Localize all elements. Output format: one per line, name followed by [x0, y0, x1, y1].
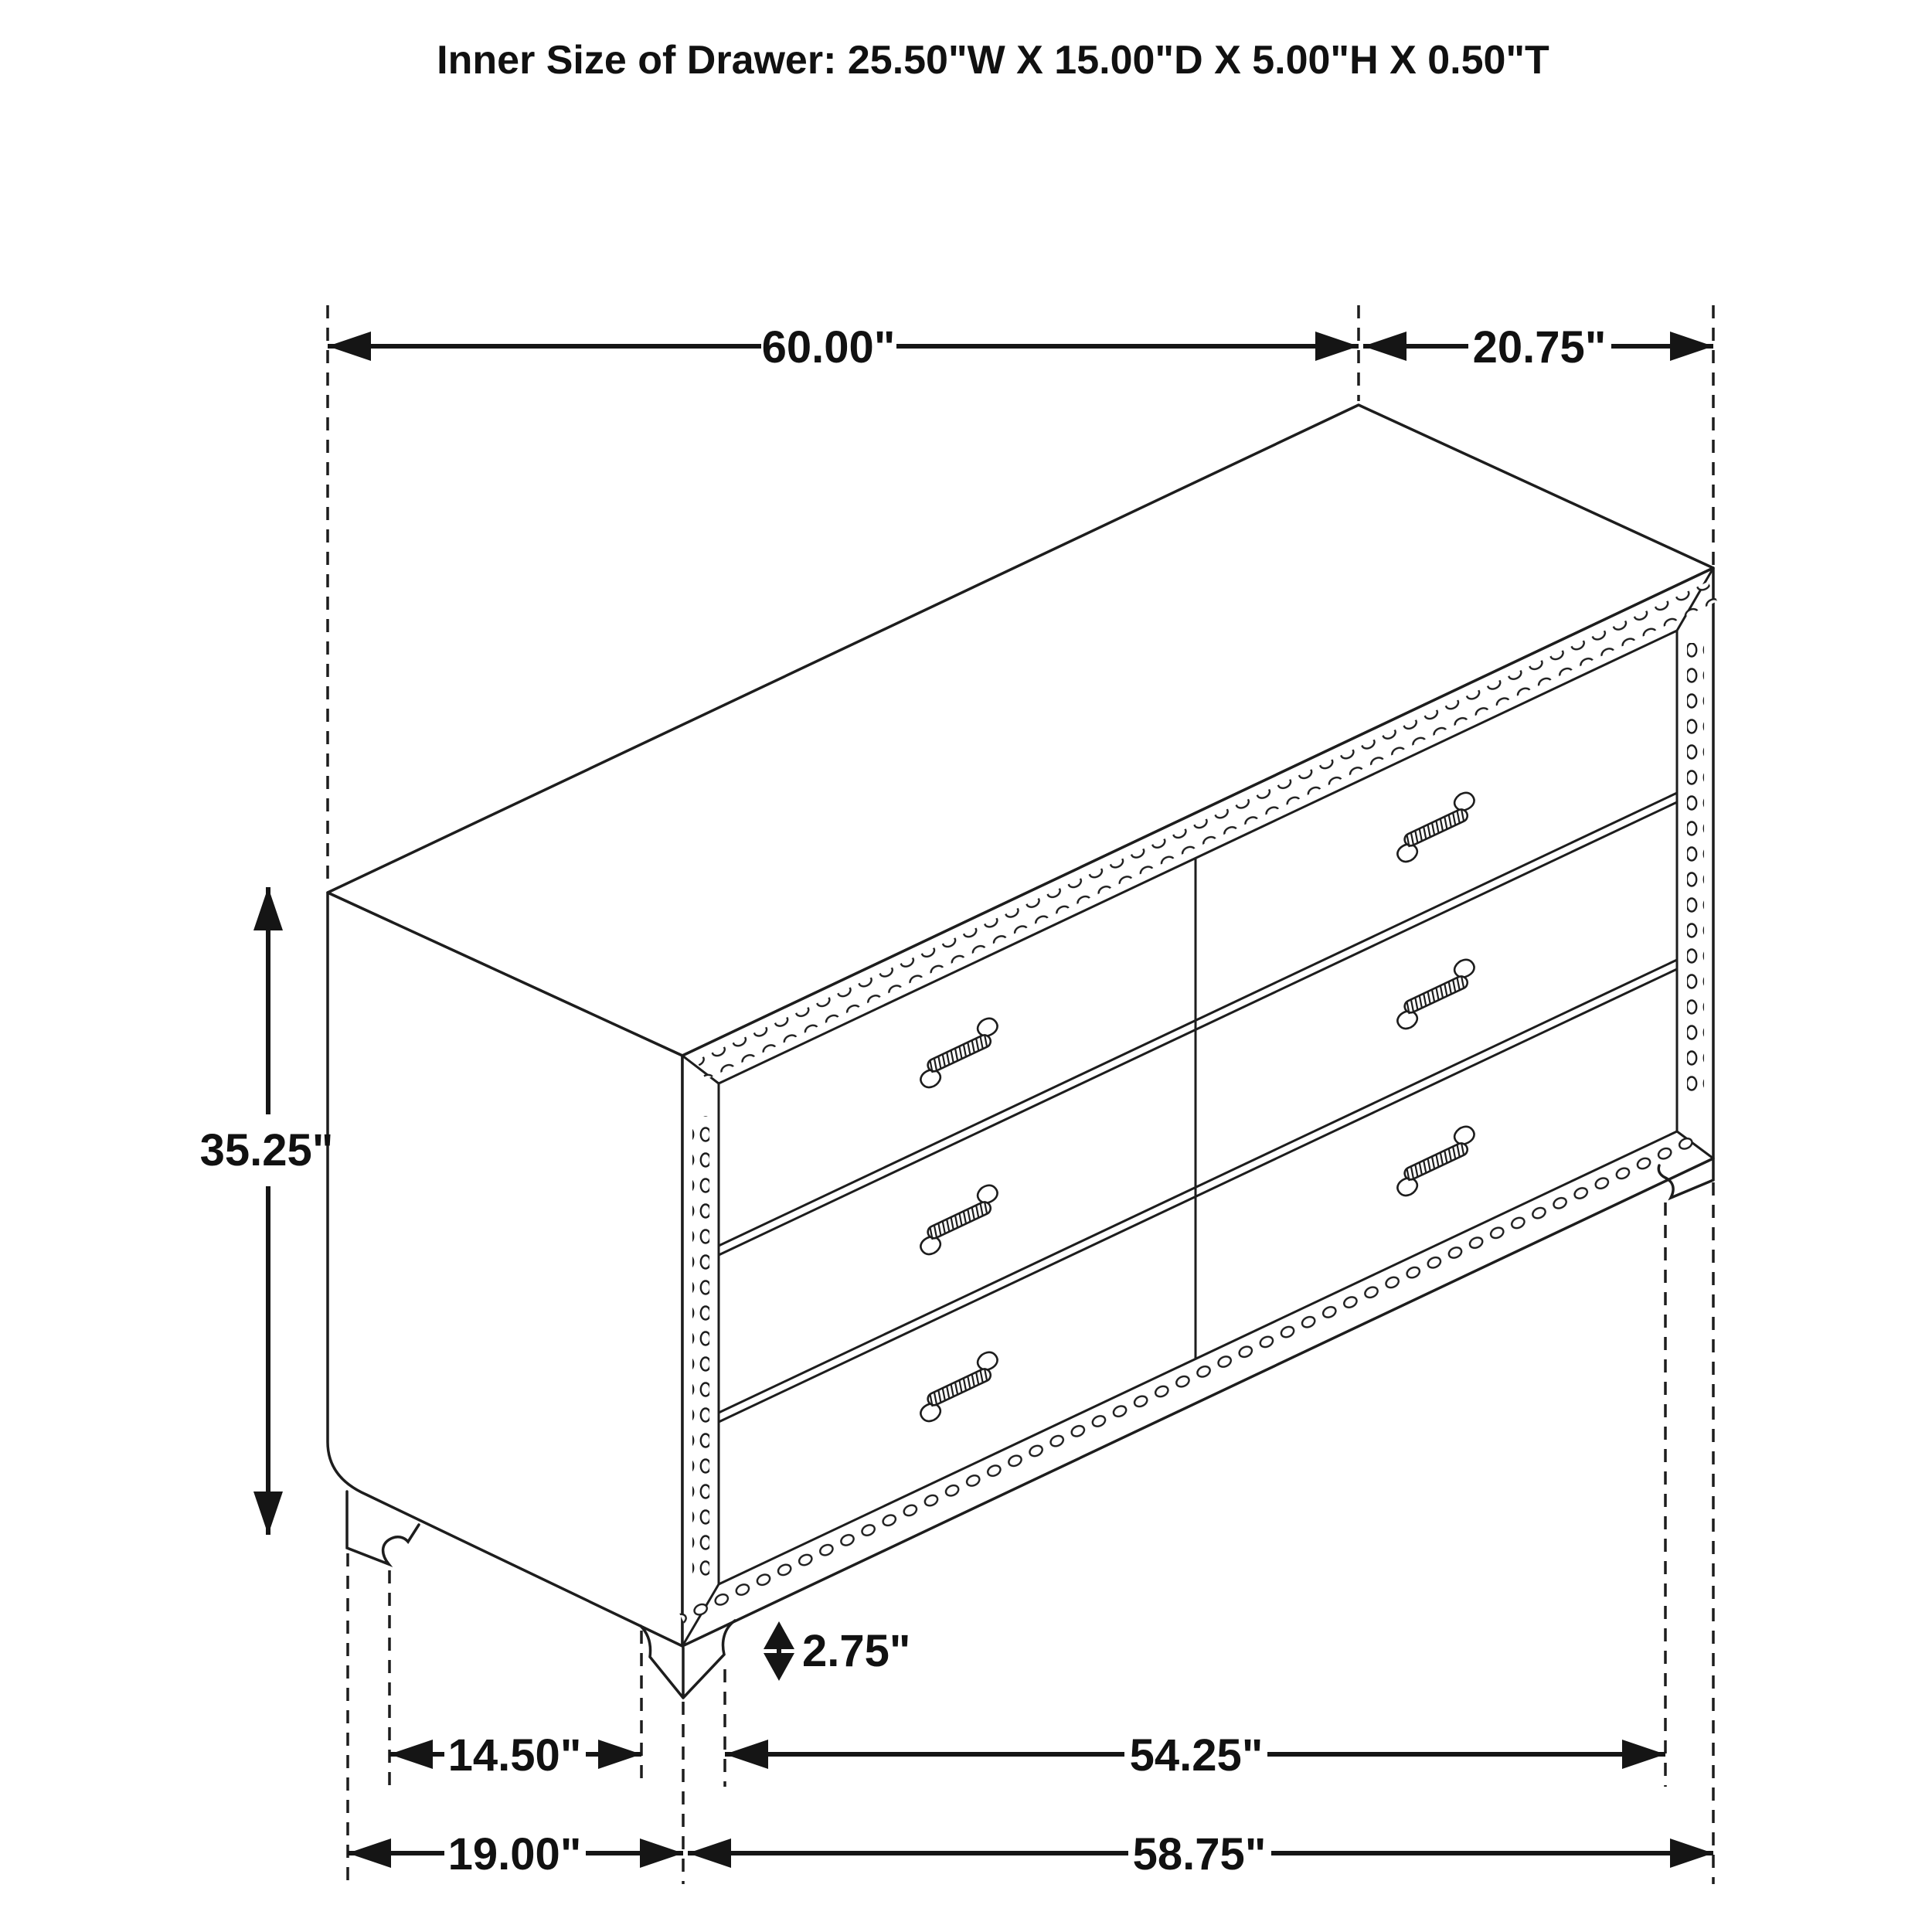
nailhead-column-right: [1687, 643, 1704, 1096]
arrowhead-right-icon: [1670, 332, 1713, 361]
arrowhead-down-icon: [253, 1492, 283, 1535]
dimension-side-overall-depth: [348, 1829, 683, 1879]
arrowhead-down-icon: [764, 1653, 794, 1681]
dimension-leg-height: [764, 1621, 910, 1681]
arrowhead-left-icon: [389, 1740, 433, 1769]
dimension-top-depth: [1363, 322, 1713, 372]
arrowhead-left-icon: [348, 1838, 391, 1868]
arrowhead-right-icon: [640, 1838, 683, 1868]
dim-label-overall-height: 35.25": [199, 1125, 334, 1175]
dim-label-front-overall-width: 58.75": [1132, 1829, 1267, 1879]
arrowhead-up-icon: [764, 1621, 794, 1649]
dimension-front-leg-spacing: [725, 1730, 1665, 1781]
arrowhead-up-icon: [253, 887, 283, 930]
arrowhead-right-icon: [598, 1740, 641, 1769]
dimension-front-overall-width: [688, 1829, 1713, 1879]
dim-label-top-width: 60.00": [761, 322, 896, 372]
arrowhead-left-icon: [725, 1740, 768, 1769]
page-title: Inner Size of Drawer: 25.50"W X 15.00"D X 5.00"H X 0.50"T: [437, 38, 1549, 83]
dimension-top-width: [328, 322, 1359, 372]
dimension-overall-height: [200, 887, 334, 1535]
dim-label-side-overall-depth: 19.00": [447, 1829, 582, 1879]
arrowhead-left-icon: [328, 332, 371, 361]
arrowhead-left-icon: [1363, 332, 1406, 361]
nailhead-column-left: [692, 1116, 709, 1577]
arrowhead-right-icon: [1622, 1740, 1665, 1769]
dimension-left-leg-spacing: [389, 1730, 641, 1781]
dim-label-leg-height: 2.75": [802, 1626, 911, 1676]
dim-label-left-leg-spacing: 14.50": [447, 1730, 582, 1781]
arrowhead-right-icon: [1670, 1838, 1713, 1868]
arrowhead-left-icon: [688, 1838, 731, 1868]
dresser-drawing: [328, 405, 1928, 1698]
dim-label-top-depth: 20.75": [1472, 322, 1607, 372]
arrowhead-right-icon: [1315, 332, 1359, 361]
dim-label-front-leg-spacing: 54.25": [1129, 1730, 1264, 1781]
